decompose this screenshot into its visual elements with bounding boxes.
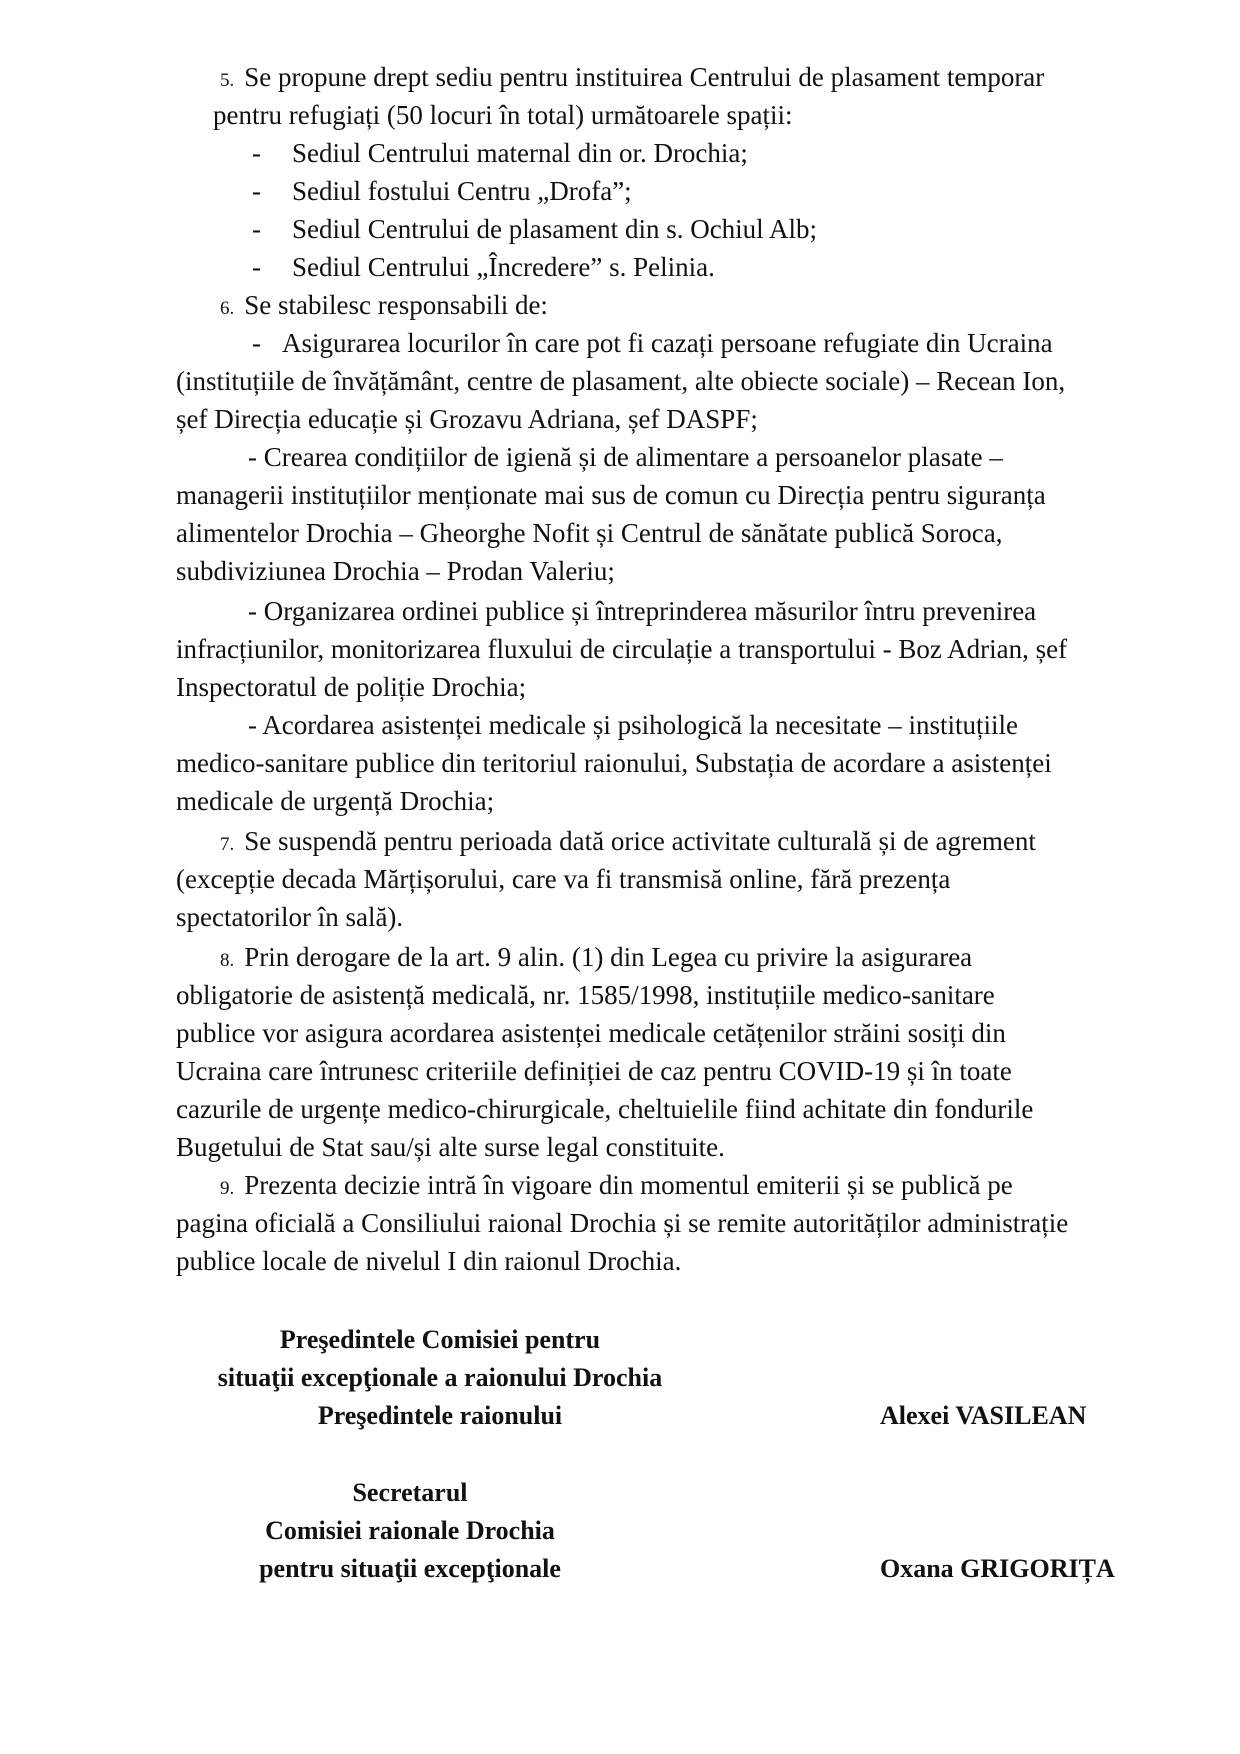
item-6-resp-3-line-3: Inspectoratul de poliție Drochia;	[176, 672, 527, 702]
item-9-line-1: 9. Prezenta decizie intră în vigoare din momentul emiterii și se publică pe	[220, 1166, 1013, 1208]
item-6-resp-2-line-4: subdiviziunea Drochia – Prodan Valeriu;	[176, 556, 615, 586]
secretary-title-line-3: pentru situaţii excepţionale	[259, 1554, 561, 1583]
item-9-line-2: pagina oficială a Consiliului raional Drochia și se remite autorităților administrație	[176, 1208, 1069, 1238]
item-8-line-3: publice vor asigura acordarea asistenței medicale cetățenilor străini sosiți din	[176, 1018, 1006, 1048]
item-6-resp-1-line-3: șef Direcția educație și Grozavu Adriana, șef DASPF;	[176, 404, 758, 434]
item-5-number: 5.	[220, 70, 235, 91]
item-9-line-3: publice locale de nivelul I din raionul Drochia.	[176, 1246, 682, 1276]
item-6-resp-4-line-2: medico-sanitare publice din teritoriul raionului, Substația de acordare a asistenței	[176, 748, 1052, 778]
item-6-resp-1-line-1: - Asigurarea locurilor în care pot fi cazați persoane refugiate din Ucraina	[252, 328, 1053, 358]
president-title-line-1: Preşedintele Comisiei pentru	[279, 1325, 601, 1354]
president-name: Alexei VASILEAN	[880, 1401, 1087, 1430]
item-6-resp-2-line-2: managerii instituțiilor menționate mai sus de comun cu Direcția pentru siguranța	[176, 480, 1046, 510]
president-title-line-2: situaţii excepţionale a raionului Drochia	[217, 1363, 663, 1392]
item-8-line-6: Bugetului de Stat sau/și alte surse legal constituite.	[176, 1132, 725, 1162]
item-5-bullet-2: - Sediul fostului Centru „Drofa”;	[252, 176, 632, 206]
item-6-resp-4-line-1: - Acordarea asistenței medicale și psihologică la necesitate – instituțiile	[248, 710, 1018, 740]
president-title-line-3: Preşedintele raionului	[317, 1401, 563, 1430]
item-7-line-3: spectatorilor în sală).	[176, 902, 404, 932]
item-5-line-1: 5. Se propune drept sediu pentru instituirea Centrului de plasament temporar	[220, 58, 1044, 100]
item-8-line-2: obligatorie de asistență medicală, nr. 1585/1998, instituțiile medico-sanitare	[176, 980, 995, 1010]
secretary-name: Oxana GRIGORIȚA	[880, 1554, 1115, 1583]
item-6-heading: 6. Se stabilesc responsabili de:	[220, 286, 548, 328]
item-6-resp-1-line-2: (instituțiile de învățământ, centre de plasament, alte obiecte sociale) – Recean Ion,	[176, 366, 1066, 396]
item-8-line-1: 8. Prin derogare de la art. 9 alin. (1) din Legea cu privire la asigurarea	[220, 938, 972, 980]
item-7-number: 7.	[220, 834, 235, 855]
item-8-number: 8.	[220, 950, 235, 971]
secretary-title-line-1: Secretarul	[352, 1478, 468, 1507]
item-6-resp-2-line-3: alimentelor Drochia – Gheorghe Nofit și Centrul de sănătate publică Soroca,	[176, 518, 1003, 548]
item-6-resp-4-line-3: medicale de urgență Drochia;	[176, 786, 495, 816]
secretary-title-line-2: Comisiei raionale Drochia	[265, 1516, 555, 1545]
item-6-number: 6.	[220, 298, 235, 319]
item-9-number: 9.	[220, 1178, 235, 1199]
item-8-line-4: Ucraina care întrunesc criteriile definiției de caz pentru COVID-19 și în toate	[176, 1056, 1012, 1086]
item-7-line-2: (excepție decada Mărțișorului, care va fi transmisă online, fără prezența	[176, 864, 951, 894]
item-7-line-1: 7. Se suspendă pentru perioada dată orice activitate culturală și de agrement	[220, 822, 1036, 864]
item-6-resp-2-line-1: - Crearea condițiilor de igienă și de alimentare a persoanelor plasate –	[248, 442, 1003, 472]
item-5-bullet-4: - Sediul Centrului „Încredere” s. Pelinia.	[252, 252, 715, 282]
item-5-bullet-1: - Sediul Centrului maternal din or. Drochia;	[252, 138, 748, 168]
item-5-line-2: pentru refugiați (50 locuri în total) următoarele spații:	[213, 100, 793, 130]
item-6-resp-3-line-2: infracțiunilor, monitorizarea fluxului de circulație a transportului - Boz Adrian, șef	[176, 634, 1068, 664]
item-5-bullet-3: - Sediul Centrului de plasament din s. Ochiul Alb;	[252, 214, 817, 244]
item-8-line-5: cazurile de urgențe medico-chirurgicale, cheltuielile fiind achitate din fondurile	[176, 1094, 1034, 1124]
item-6-resp-3-line-1: - Organizarea ordinei publice și întreprinderea măsurilor întru prevenirea	[248, 596, 1037, 626]
